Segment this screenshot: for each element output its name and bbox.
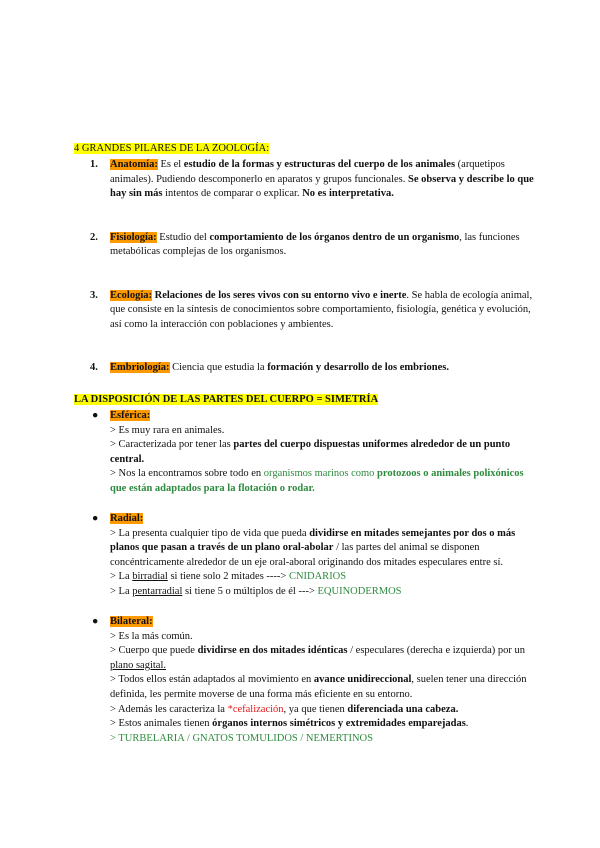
list-item-radial: ● Radial: > La presenta cualquier tipo de vida que pueda dividirse en mitades semejantes por dos o más planos que pasan a través de un plano oral-abolar / las partes del animal se disponen concéntricamente alrededor de un eje oral-aboral originando dos mitades especulares entre sí. > La birradial si tiene solo 2 mitades ----> CNIDARIOS > La pentarradial si tiene 5 o múltiplos de él ---> EQUINODERMOS: [92, 513, 516, 597]
list-item-anatomia: 1. Anatomía: Es el estudio de la formas y estructuras del cuerpo de los animales (arquetipos animales). Pudiendo descomponerlo en aparatos y grupos funcionales. Se observa y describe lo que hay sin más intentos de comparar o explicar. No es interpretativa.: [90, 159, 534, 199]
bullet-icon: ●: [92, 616, 99, 627]
term-radial: Radial:: [110, 513, 144, 524]
term-embriologia: Embriología:: [110, 362, 170, 373]
section-title-simetria: LA DISPOSICIÓN DE LAS PARTES DEL CUERPO = SIMETRÍA: [74, 394, 379, 405]
term-esferica: Esférica:: [110, 410, 151, 421]
list-item-embriologia: 4. Embriología: Ciencia que estudia la formación y desarrollo de los embriones.: [90, 362, 449, 373]
term-fisiologia: Fisiología:: [110, 231, 157, 243]
bullet-icon: ●: [92, 513, 99, 524]
bullet-icon: ●: [92, 410, 99, 421]
symmetry-list-bilateral: [90, 615, 530, 746]
term-anatomia: Anatomía:: [110, 159, 158, 170]
term-bilateral: Bilateral:: [110, 616, 153, 627]
section-title-pilares: 4 GRANDES PILARES DE LA ZOOLOGÍA:: [74, 143, 270, 154]
symmetry-list-radial: [90, 512, 530, 600]
list-item-ecologia: 3. Ecología: Relaciones de los seres vivos con su entorno vivo e inerte. Se habla de ecología animal, que consiste en la síntesis de conocimientos sobre comportamiento, fisiología, genética y evolución, así como la interacción con poblaciones y ambientes.: [90, 289, 533, 330]
list-item-esferica: ● Esférica: > Es muy rara en animales. > Caracterizada por tener las partes del cuerpo dispuestas uniformes alrededor de un punto central. > Nos la encontramos sobre todo en organismos marinos como protozoos o animales polixónicos que están adaptados para la flotación o rodar.: [92, 410, 524, 494]
term-ecologia: Ecología:: [110, 289, 152, 301]
pillars-list: [90, 158, 535, 376]
symmetry-list-esferica: [90, 409, 530, 497]
list-item-fisiologia: 2. Fisiología: Estudio del comportamiento de los órganos dentro de un organismo, las funciones metabólicas complejas de los organismos.: [90, 231, 520, 257]
list-item-bilateral: ● Bilateral: > Es la más común. > Cuerpo que puede dividirse en dos mitades idénticas / especulares (derecha e izquierda) por un plano sagital. > Todos ellos están adaptados al movimiento en avance unidireccional, suelen tener una dirección definida, les permite moverse de una forma más eficiente en su entorno. > Además les caracteriza la *cefalización, ya que tienen diferenciada una cabeza. > Estos animales tienen órganos internos simétricos y extremidades emparejadas. > TURBELARIA / GNATOS TOMULIDOS / NEMERTINOS: [92, 616, 527, 744]
